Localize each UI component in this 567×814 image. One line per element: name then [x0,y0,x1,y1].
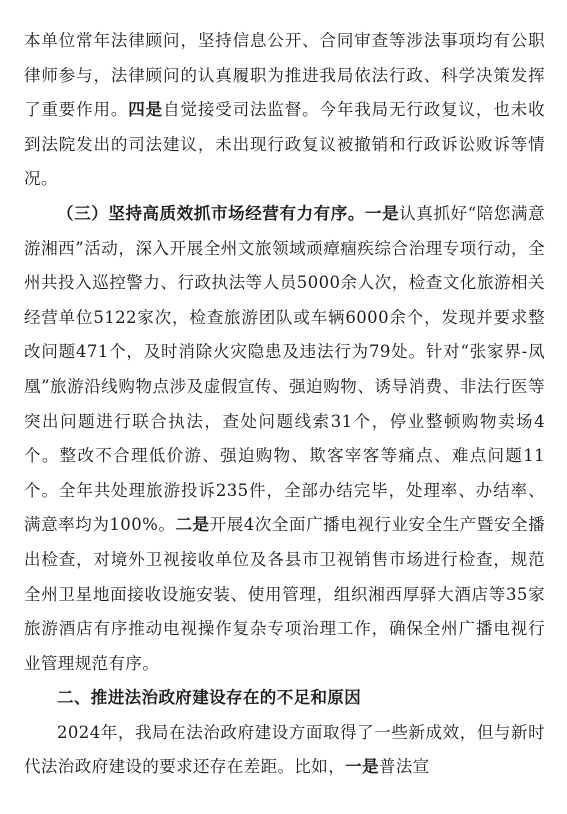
section-heading-shortcomings [24,681,545,716]
paragraph-text: 开展4次全面广播电视行业安全生产暨安全播出检查，对境外卫视接收单位及各县市卫视销售市场进行检查，规范全州卫星地面接收设施安装、使用管理，组织湘西厚驿大酒店等35家旅游酒店有序推动电视操作复杂专项治理工作，确保全州广播电视行业管理规范有序。 [24,515,546,673]
paragraph-text: 2024年，我局在法治政府建设方面取得了一些新成效，但与新时代法治政府建设的要求还存在差距。比如， [24,722,545,777]
paragraph-text: 认真抓好“陪您满意游湘西”活动，深入开展全州文旅领域顽瘴痼疾综合治理专项行动，全州共投入巡控警力、行政执法等人员5000余人次，检查文化旅游相关经营单位5122家次，检查旅游团队或车辆6000余个，发现并要求整改问题471个，及时消除火灾隐患及违法行为79处。针对“张家界-凤凰”旅游沿线购物点涉及虚假宣传、强迫购物、诱导消费、非法行医等突出问题进行联合执法，查处问题线索31个，停业整顿购物卖场4个。整改不合理低价游、强迫购物、欺客宰客等痛点、难点问题11个。全年共处理旅游投诉235件，全部办结完毕，处理率、办结率、满意率均为100%。 [24,203,545,535]
paragraph-legal-advisor [24,24,545,197]
heading-text: 二、推进法治政府建设存在的不足和原因 [57,688,362,708]
emphasis-four: 四是 [128,100,164,120]
paragraph-2024-summary [24,716,545,785]
paragraph-market-order [24,197,545,681]
emphasis-second: 二是 [175,515,210,535]
section-heading-market: （三）坚持高质效抓市场经营有力有序。 [57,203,366,223]
paragraph-text: 普法宣 [378,757,430,777]
emphasis-first: 一是 [345,757,379,777]
paragraph-text: 自觉接受司法监督。今年我局无行政复议，也未收到法院发出的司法建议，未出现行政复议被撤销和行政诉讼败诉等情况。 [24,100,545,189]
emphasis-first: 一是 [365,203,400,223]
paragraph-text: 本单位常年法律顾问，坚持信息公开、合同审查等涉法事项均有公职律师参与，法律顾问的认真履职为推进我局依法行政、科学决策发挥了重要作用。 [24,31,545,120]
